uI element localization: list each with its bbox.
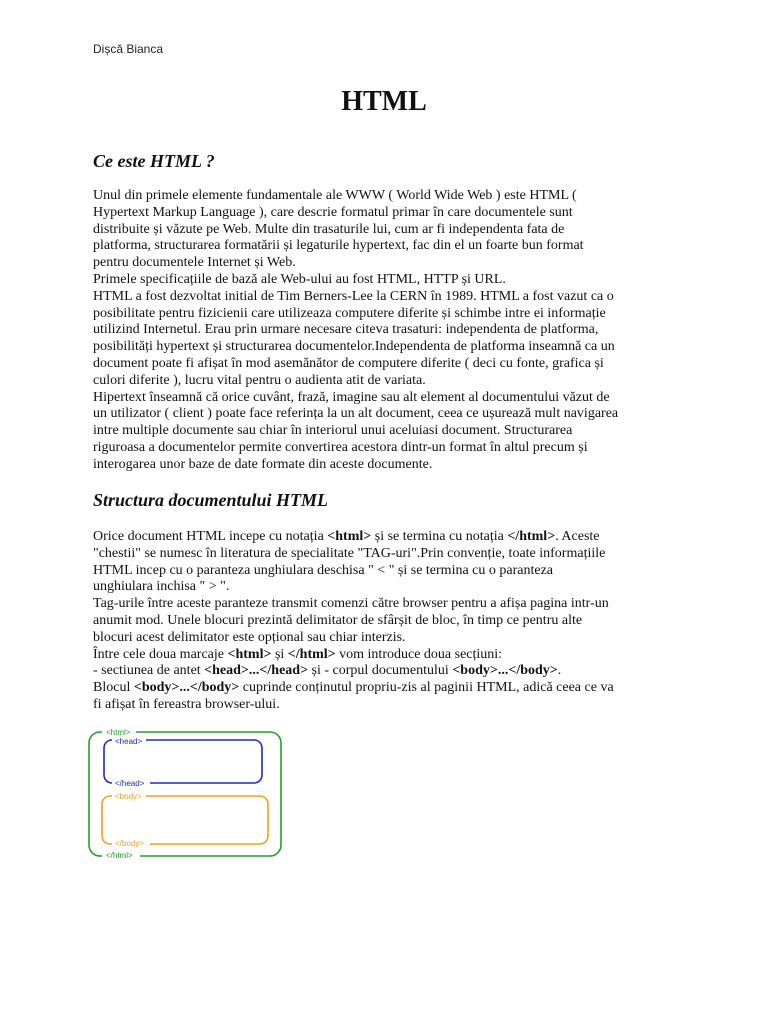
paragraph-line: HTML incep cu o paranteza unghiulara deschisa " < " și se termina cu o paranteza bbox=[93, 562, 554, 578]
paragraph-line: Hipertext înseamnă că orice cuvânt, frază, imagine sau alt element al documentului văzut de bbox=[93, 389, 610, 405]
paragraph-line: "chestii" se numesc în literatura de specialitate "TAG-uri".Prin convenție, toate informațiile bbox=[93, 545, 606, 561]
paragraph-line bbox=[93, 647, 683, 664]
paragraph-line bbox=[93, 680, 683, 697]
text-run: . bbox=[557, 663, 562, 679]
paragraph-line: fi afișat în fereastra browser-ului. bbox=[93, 696, 280, 712]
text-run: și bbox=[271, 646, 288, 662]
paragraph-line: HTML a fost dezvoltat initial de Tim Berners-Lee la CERN în 1989. HTML a fost vazut ca o bbox=[93, 288, 614, 304]
section-heading-what-is-html: Ce este HTML ? bbox=[93, 151, 215, 171]
paragraph-line: pentru documentele Internet și Web. bbox=[93, 255, 296, 271]
paragraph-line: interogarea unor baze de date formate din aceste documente. bbox=[93, 456, 433, 472]
text-run: vom introduce doua secțiuni: bbox=[335, 646, 503, 662]
paragraph-line bbox=[93, 529, 683, 546]
text-run: cuprinde conținutul propriu-zis al paginii HTML, adică ceea ce va bbox=[239, 680, 614, 696]
text-run: . Aceste bbox=[555, 529, 600, 544]
section-what-is-html-body bbox=[93, 188, 683, 474]
paragraph-line: platforma, structurarea formatării și legaturile hypertext, fac din el un foarte bun format bbox=[93, 238, 584, 254]
paragraph-line: riguroasa a documentelor permite convertirea acestora dintr-un format în altul precum și bbox=[93, 439, 588, 455]
section-document-structure-body bbox=[93, 529, 683, 714]
paragraph-line: Hypertext Markup Language ), care descrie formatul primar în care documentele sunt bbox=[93, 204, 573, 220]
page-title: HTML bbox=[341, 86, 427, 117]
text-run: - sectiunea de antet bbox=[93, 663, 205, 679]
section-heading-document-structure: Structura documentului HTML bbox=[93, 490, 329, 510]
html-open-tag-text: <html> bbox=[227, 646, 272, 662]
html-close-label: </html> bbox=[106, 851, 133, 860]
html-close-tag-text: </html> bbox=[287, 646, 336, 662]
html-structure-diagram bbox=[86, 726, 286, 862]
paragraph-line: Primele specificațiile de bază ale Web-ului au fost HTML, HTTP și URL. bbox=[93, 271, 506, 287]
author-name: Dișcă Bianca bbox=[93, 42, 164, 56]
head-block-outline bbox=[104, 740, 262, 783]
text-run: și se termina cu notația bbox=[371, 529, 508, 544]
paragraph-line: Unul din primele elemente fundamentale ale WWW ( World Wide Web ) este HTML ( bbox=[93, 188, 577, 203]
paragraph-line: document poate fi afișat în mod asemănător de computere diferite ( deci cu fonte, grafica și bbox=[93, 355, 604, 371]
text-run: și - corpul documentului bbox=[308, 663, 453, 679]
head-close-label: </head> bbox=[115, 779, 145, 788]
body-tag-text: <body>...</body> bbox=[452, 663, 558, 679]
html-close-tag-text: </html> bbox=[507, 529, 556, 544]
text-run: Orice document HTML incepe cu notația bbox=[93, 529, 328, 544]
head-open-label: <head> bbox=[115, 737, 143, 746]
paragraph-line: posibilitate pentru fizicienii care utilizeaza computere diferite și schimbe intre ei informație bbox=[93, 305, 606, 321]
paragraph-line: Tag-urile între aceste paranteze transmit comenzi către browser pentru a afișa pagina intr-un bbox=[93, 596, 609, 612]
paragraph-line: blocuri acest delimitator este opțional sau chiar interzis. bbox=[93, 629, 406, 645]
paragraph-line: unghiulara inchisa " > ". bbox=[93, 579, 230, 595]
text-run: Blocul bbox=[93, 680, 134, 696]
body-tag-text: <body>...</body> bbox=[133, 680, 240, 696]
paragraph-line: culori diferite ), lucru vital pentru o audienta atit de variata. bbox=[93, 372, 426, 388]
paragraph-line: utilizind Internetul. Erau prin urmare necesare citeva trasaturi: independenta de platforma, bbox=[93, 322, 599, 338]
paragraph-line: distribuite și văzute pe Web. Multe din trasaturile lui, cum ar fi independenta fata de bbox=[93, 221, 565, 237]
body-open-label: <body> bbox=[115, 792, 142, 801]
paragraph-line: un utilizator ( client ) poate face referința la un alt document, ceea ce ușurează mult navigarea bbox=[93, 406, 619, 422]
paragraph-line: anumit mod. Unele blocuri prezintă delimitator de sfârșit de bloc, în timp ce pentru alte bbox=[93, 612, 583, 628]
paragraph-line: intre multiple documente sau chiar în interiorul unui aceluiasi document. Structurarea bbox=[93, 423, 573, 439]
text-run: Între cele doua marcaje bbox=[93, 646, 228, 662]
paragraph-line: posibilități hypertext și structurarea documentelor.Independenta de platforma inseamnă ca un bbox=[93, 339, 615, 355]
body-block-outline bbox=[102, 796, 268, 844]
paragraph-line bbox=[93, 663, 683, 680]
head-tag-text: <head>...</head> bbox=[204, 663, 309, 679]
html-open-label: <html> bbox=[106, 728, 131, 737]
body-close-label: </body> bbox=[115, 839, 144, 848]
html-open-tag-text: <html> bbox=[327, 529, 372, 544]
